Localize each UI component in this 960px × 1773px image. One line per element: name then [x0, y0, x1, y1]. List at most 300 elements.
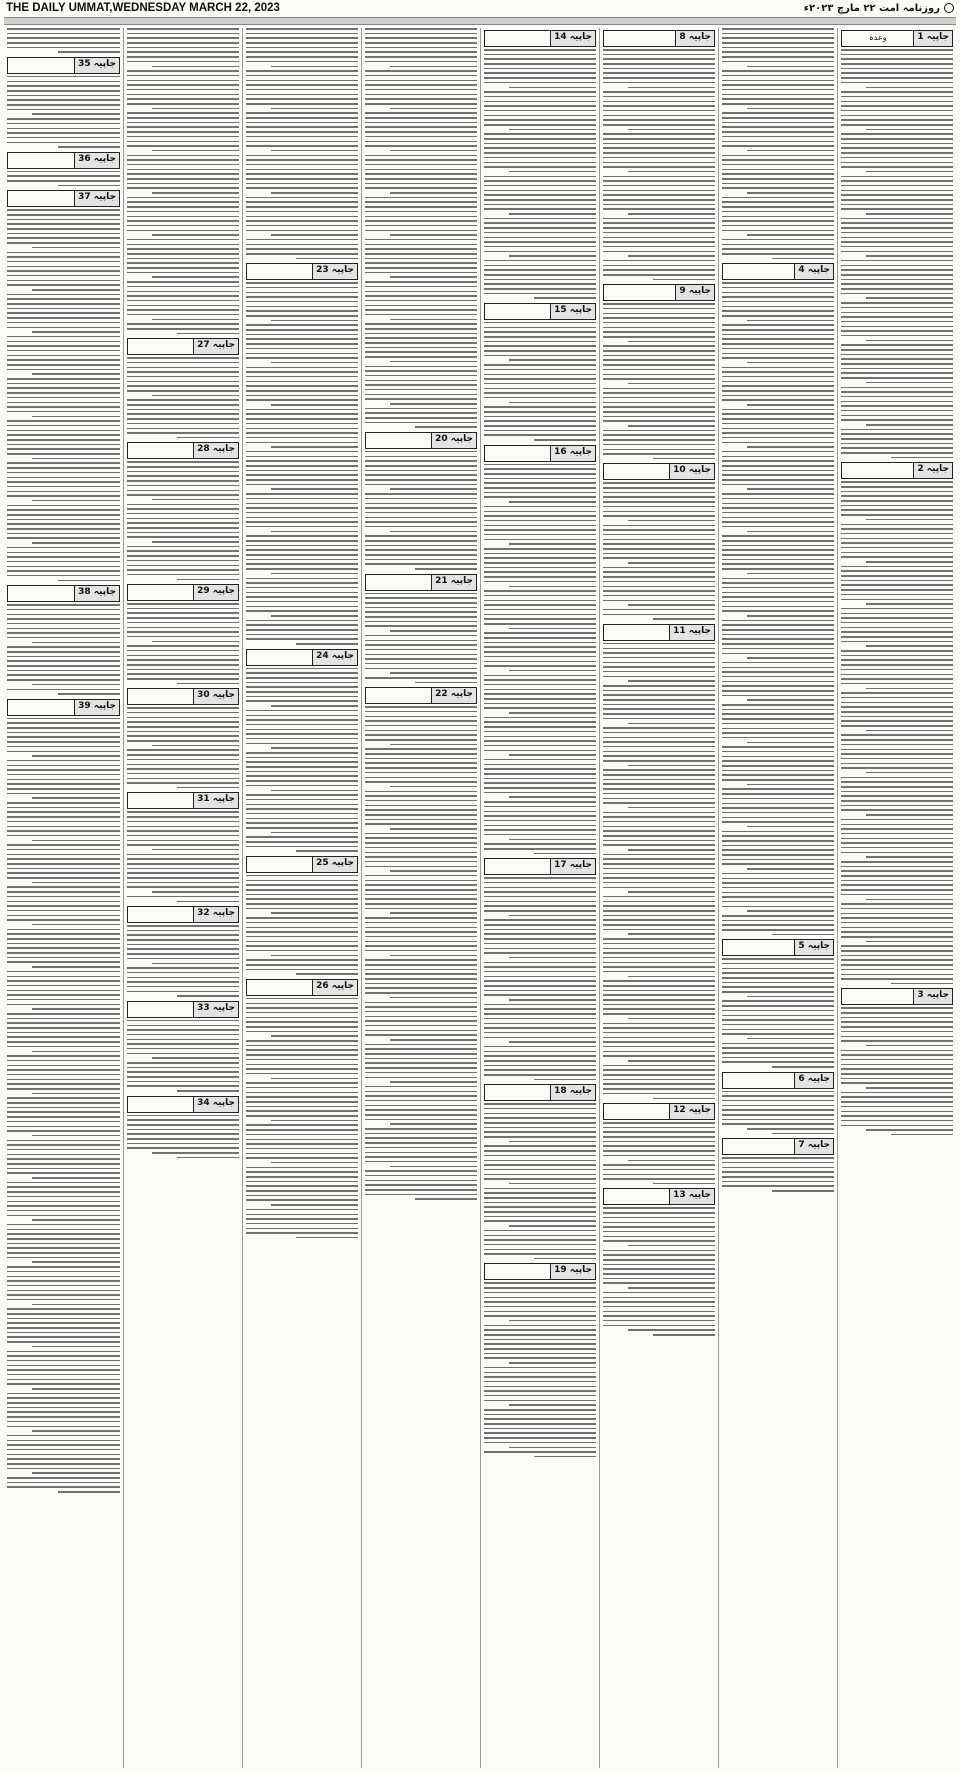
text-line [7, 938, 120, 940]
text-line [841, 312, 953, 314]
text-line [365, 1109, 477, 1111]
text-line [7, 128, 120, 130]
text-line [127, 1020, 239, 1022]
text-line [7, 1013, 120, 1015]
text-line [484, 520, 596, 522]
text-line [246, 244, 358, 246]
text-line [127, 731, 239, 733]
text-line [484, 943, 596, 945]
article-title [128, 339, 193, 354]
text-line [722, 442, 834, 444]
text-line [603, 68, 715, 70]
text-line [722, 695, 834, 697]
text-line [747, 910, 834, 912]
text-line [127, 230, 239, 232]
text-line [127, 953, 239, 955]
text-line [7, 1416, 120, 1418]
text-line [603, 957, 715, 959]
text-line [7, 1149, 120, 1151]
text-line [722, 723, 834, 725]
text-line [603, 1264, 715, 1266]
text-line [365, 964, 477, 966]
text-line [365, 216, 477, 218]
text-line [841, 143, 953, 145]
text-line [32, 542, 120, 544]
text-line [603, 1325, 715, 1327]
text-line [365, 1053, 477, 1055]
text-line [246, 521, 358, 523]
text-line [127, 569, 239, 571]
article-header [841, 988, 953, 1005]
text-line [484, 322, 596, 324]
text-line [841, 734, 953, 736]
text-line [32, 1388, 120, 1390]
text-line [747, 868, 834, 870]
text-line [628, 341, 715, 343]
text-line [365, 758, 477, 760]
text-line [722, 493, 834, 495]
text-line [603, 718, 715, 720]
article-number: جاپیہ 36 [74, 153, 119, 168]
text-line [365, 206, 477, 208]
text-line [127, 56, 239, 58]
text-line [603, 388, 715, 390]
text-line [603, 308, 715, 310]
text-line [722, 75, 834, 77]
article-header [127, 1096, 239, 1113]
text-line [246, 84, 358, 86]
article-title [842, 463, 913, 478]
article-header [722, 1072, 834, 1089]
text-line [603, 896, 715, 898]
article-body-text [722, 1091, 834, 1135]
text-line [271, 1204, 358, 1206]
masthead-rule-bar [4, 17, 956, 25]
text-line [603, 269, 715, 271]
text-line [722, 51, 834, 53]
text-line [484, 101, 596, 103]
text-line [7, 830, 120, 832]
text-line [7, 1468, 120, 1470]
text-line [484, 1414, 596, 1416]
text-line [841, 556, 953, 558]
text-line [246, 1115, 358, 1117]
text-line [127, 295, 239, 297]
article-number: جاپیہ 24 [312, 650, 357, 665]
text-line [603, 844, 715, 846]
text-line [603, 868, 715, 870]
text-line [7, 990, 120, 992]
article [603, 1103, 715, 1184]
text-line [246, 1195, 358, 1197]
text-line [841, 180, 953, 182]
text-line [484, 388, 596, 390]
text-line [246, 1148, 358, 1150]
article-header [365, 687, 477, 704]
article [7, 190, 120, 581]
text-line [7, 266, 120, 268]
text-line [603, 581, 715, 583]
text-line [246, 465, 358, 467]
text-line [841, 433, 953, 435]
text-line [246, 159, 358, 161]
text-line [127, 258, 239, 260]
text-line [722, 596, 834, 598]
article-body-text [484, 464, 596, 855]
text-line [603, 840, 715, 842]
text-line [365, 451, 477, 453]
text-line [603, 1008, 715, 1010]
text-line [722, 112, 834, 114]
text-line [722, 1061, 834, 1063]
text-line [7, 1111, 120, 1113]
text-line [866, 424, 953, 426]
text-line [603, 208, 715, 210]
text-line [127, 944, 239, 946]
text-line [484, 82, 596, 84]
text-line [365, 337, 477, 339]
article-body-text [7, 76, 120, 148]
text-line [484, 745, 596, 747]
text-line [246, 710, 358, 712]
text-line [7, 788, 120, 790]
text-line [7, 943, 120, 945]
text-line [722, 845, 834, 847]
text-line [841, 570, 953, 572]
text-line [484, 237, 596, 239]
text-line [365, 1067, 477, 1069]
text-line [866, 814, 953, 816]
text-line [603, 858, 715, 860]
text-line [603, 119, 715, 121]
text-line [603, 157, 715, 159]
text-line [365, 42, 477, 44]
text-line [127, 830, 239, 832]
text-line [127, 267, 239, 269]
text-line [152, 849, 239, 851]
text-line [127, 877, 239, 879]
text-line [722, 315, 834, 317]
text-line [32, 755, 120, 757]
text-line [7, 919, 120, 921]
text-line [484, 378, 596, 380]
text-line [722, 793, 834, 795]
article-body-text [722, 28, 834, 259]
text-line [246, 668, 358, 670]
text-line [32, 1261, 120, 1263]
text-line [603, 793, 715, 795]
article-title [485, 859, 550, 874]
text-line [246, 908, 358, 910]
text-line [722, 662, 834, 664]
text-line [365, 187, 477, 189]
text-line [7, 1482, 120, 1484]
text-line [841, 227, 953, 229]
text-line [271, 790, 358, 792]
text-line [484, 1065, 596, 1067]
text-line [127, 187, 239, 189]
text-line [841, 1021, 953, 1023]
text-line [603, 821, 715, 823]
text-line [603, 802, 715, 804]
text-line [7, 656, 120, 658]
text-line [365, 300, 477, 302]
text-line [484, 1055, 596, 1057]
text-line [841, 702, 953, 704]
text-line [7, 453, 120, 455]
text-line [127, 882, 239, 884]
text-line [7, 118, 120, 120]
text-line [866, 772, 953, 774]
article-header [246, 649, 358, 666]
text-line [484, 208, 596, 210]
text-line [747, 488, 834, 490]
text-line [177, 437, 239, 439]
text-line [246, 437, 358, 439]
text-line [7, 387, 120, 389]
text-line [127, 98, 239, 100]
text-line [484, 176, 596, 178]
text-line [603, 147, 715, 149]
text-line [127, 1071, 239, 1073]
text-line [365, 861, 477, 863]
text-line [722, 498, 834, 500]
text-line [603, 1169, 715, 1171]
text-line [722, 409, 834, 411]
text-line [484, 1253, 596, 1255]
text-line [841, 580, 953, 582]
article-header [484, 303, 596, 320]
text-line [628, 520, 715, 522]
text-line [603, 152, 715, 154]
text-line [484, 656, 596, 658]
text-line [7, 637, 120, 639]
text-line [484, 1117, 596, 1119]
text-line [365, 945, 477, 947]
text-line [365, 164, 477, 166]
text-line [365, 950, 477, 952]
text-line [841, 533, 953, 535]
text-line [841, 641, 953, 643]
text-line [7, 765, 120, 767]
text-line [603, 369, 715, 371]
text-line [484, 355, 596, 357]
article-title [8, 58, 74, 73]
text-line [365, 356, 477, 358]
text-line [7, 434, 120, 436]
article [722, 1138, 834, 1191]
text-line [271, 615, 358, 617]
text-line [603, 919, 715, 921]
text-line [296, 850, 358, 852]
text-line [390, 66, 477, 68]
text-line [603, 115, 715, 117]
text-line [127, 103, 239, 105]
text-line [484, 58, 596, 60]
text-line [509, 359, 596, 361]
text-line [7, 402, 120, 404]
text-line [722, 141, 834, 143]
text-line [484, 609, 596, 611]
text-line [722, 765, 834, 767]
article [722, 939, 834, 1067]
text-line [484, 825, 596, 827]
text-line [722, 540, 834, 542]
text-line [7, 741, 120, 743]
text-line [484, 1188, 596, 1190]
text-line [603, 1136, 715, 1138]
text-line [7, 821, 120, 823]
text-line [365, 201, 477, 203]
text-line [152, 541, 239, 543]
text-line [246, 836, 358, 838]
text-line [365, 244, 477, 246]
text-line [484, 68, 596, 70]
text-line [365, 1180, 477, 1182]
article-header [7, 152, 120, 169]
text-line [7, 1060, 120, 1062]
text-line [7, 397, 120, 399]
text-line [484, 1004, 596, 1006]
text-line [127, 141, 239, 143]
text-line [365, 456, 477, 458]
text-line [127, 1053, 239, 1055]
text-line [484, 994, 596, 996]
text-line [7, 1069, 120, 1071]
text-line [365, 33, 477, 35]
text-line [841, 599, 953, 601]
text-line [7, 214, 120, 216]
text-line [841, 1120, 953, 1122]
text-line [246, 1045, 358, 1047]
text-line [841, 419, 953, 421]
text-line [365, 333, 477, 335]
text-line [246, 931, 358, 933]
text-line [7, 308, 120, 310]
article-title [485, 1085, 550, 1100]
text-line [722, 296, 834, 298]
article-header [484, 858, 596, 875]
text-line [509, 957, 596, 959]
text-line [7, 1318, 120, 1320]
text-line [365, 94, 477, 96]
text-line [747, 615, 834, 617]
text-line [365, 602, 477, 604]
text-line [127, 868, 239, 870]
text-line [628, 1287, 715, 1289]
text-line [32, 500, 120, 502]
text-line [722, 1033, 834, 1035]
article [603, 1188, 715, 1335]
text-line [127, 362, 239, 364]
text-line [152, 745, 239, 747]
text-line [127, 508, 239, 510]
article [127, 338, 239, 438]
text-line [365, 1194, 477, 1196]
text-line [603, 929, 715, 931]
text-line [365, 465, 477, 467]
text-line [841, 720, 953, 722]
text-line [127, 423, 239, 425]
text-line [7, 109, 120, 111]
text-line [7, 1186, 120, 1188]
text-line [296, 643, 358, 645]
article [484, 1263, 596, 1457]
text-line [484, 618, 596, 620]
text-line [7, 868, 120, 870]
text-line [484, 529, 596, 531]
text-line [365, 866, 477, 868]
text-line [7, 947, 120, 949]
text-line [484, 54, 596, 56]
text-line [7, 350, 120, 352]
text-line [127, 840, 239, 842]
text-line [390, 488, 477, 490]
text-line [32, 1430, 120, 1432]
text-line [484, 952, 596, 954]
text-line [127, 47, 239, 49]
text-line [603, 430, 715, 432]
text-line [484, 1230, 596, 1232]
text-line [127, 513, 239, 515]
text-line [603, 336, 715, 338]
text-line [246, 738, 358, 740]
text-line [484, 1060, 596, 1062]
text-line [127, 631, 239, 633]
text-line [7, 1097, 120, 1099]
article-number: جاپیہ 6 [794, 1073, 833, 1088]
text-line [603, 755, 715, 757]
text-line [603, 482, 715, 484]
text-line [534, 853, 596, 855]
text-line [841, 326, 953, 328]
text-line [246, 841, 358, 843]
text-line [653, 1098, 715, 1100]
text-line [484, 882, 596, 884]
text-line [653, 618, 715, 620]
text-line [365, 969, 477, 971]
text-line [484, 383, 596, 385]
text-line [127, 381, 239, 383]
text-line [484, 971, 596, 973]
text-line [484, 434, 596, 436]
text-line [722, 751, 834, 753]
text-line [841, 664, 953, 666]
text-line [722, 991, 834, 993]
text-line [390, 276, 477, 278]
text-line [841, 251, 953, 253]
text-line [390, 1039, 477, 1041]
text-line [365, 117, 477, 119]
column-7 [123, 28, 242, 1768]
text-line [603, 166, 715, 168]
text-line [365, 978, 477, 980]
text-line [7, 275, 120, 277]
text-line [722, 972, 834, 974]
text-line [365, 663, 477, 665]
text-line [603, 571, 715, 573]
text-line [271, 1162, 358, 1164]
text-line [390, 672, 477, 674]
text-line [841, 866, 953, 868]
text-line [365, 1142, 477, 1144]
text-line [722, 37, 834, 39]
text-line [127, 286, 239, 288]
text-line [841, 237, 953, 239]
text-line [628, 849, 715, 851]
text-line [603, 1164, 715, 1166]
text-line [534, 1079, 596, 1081]
